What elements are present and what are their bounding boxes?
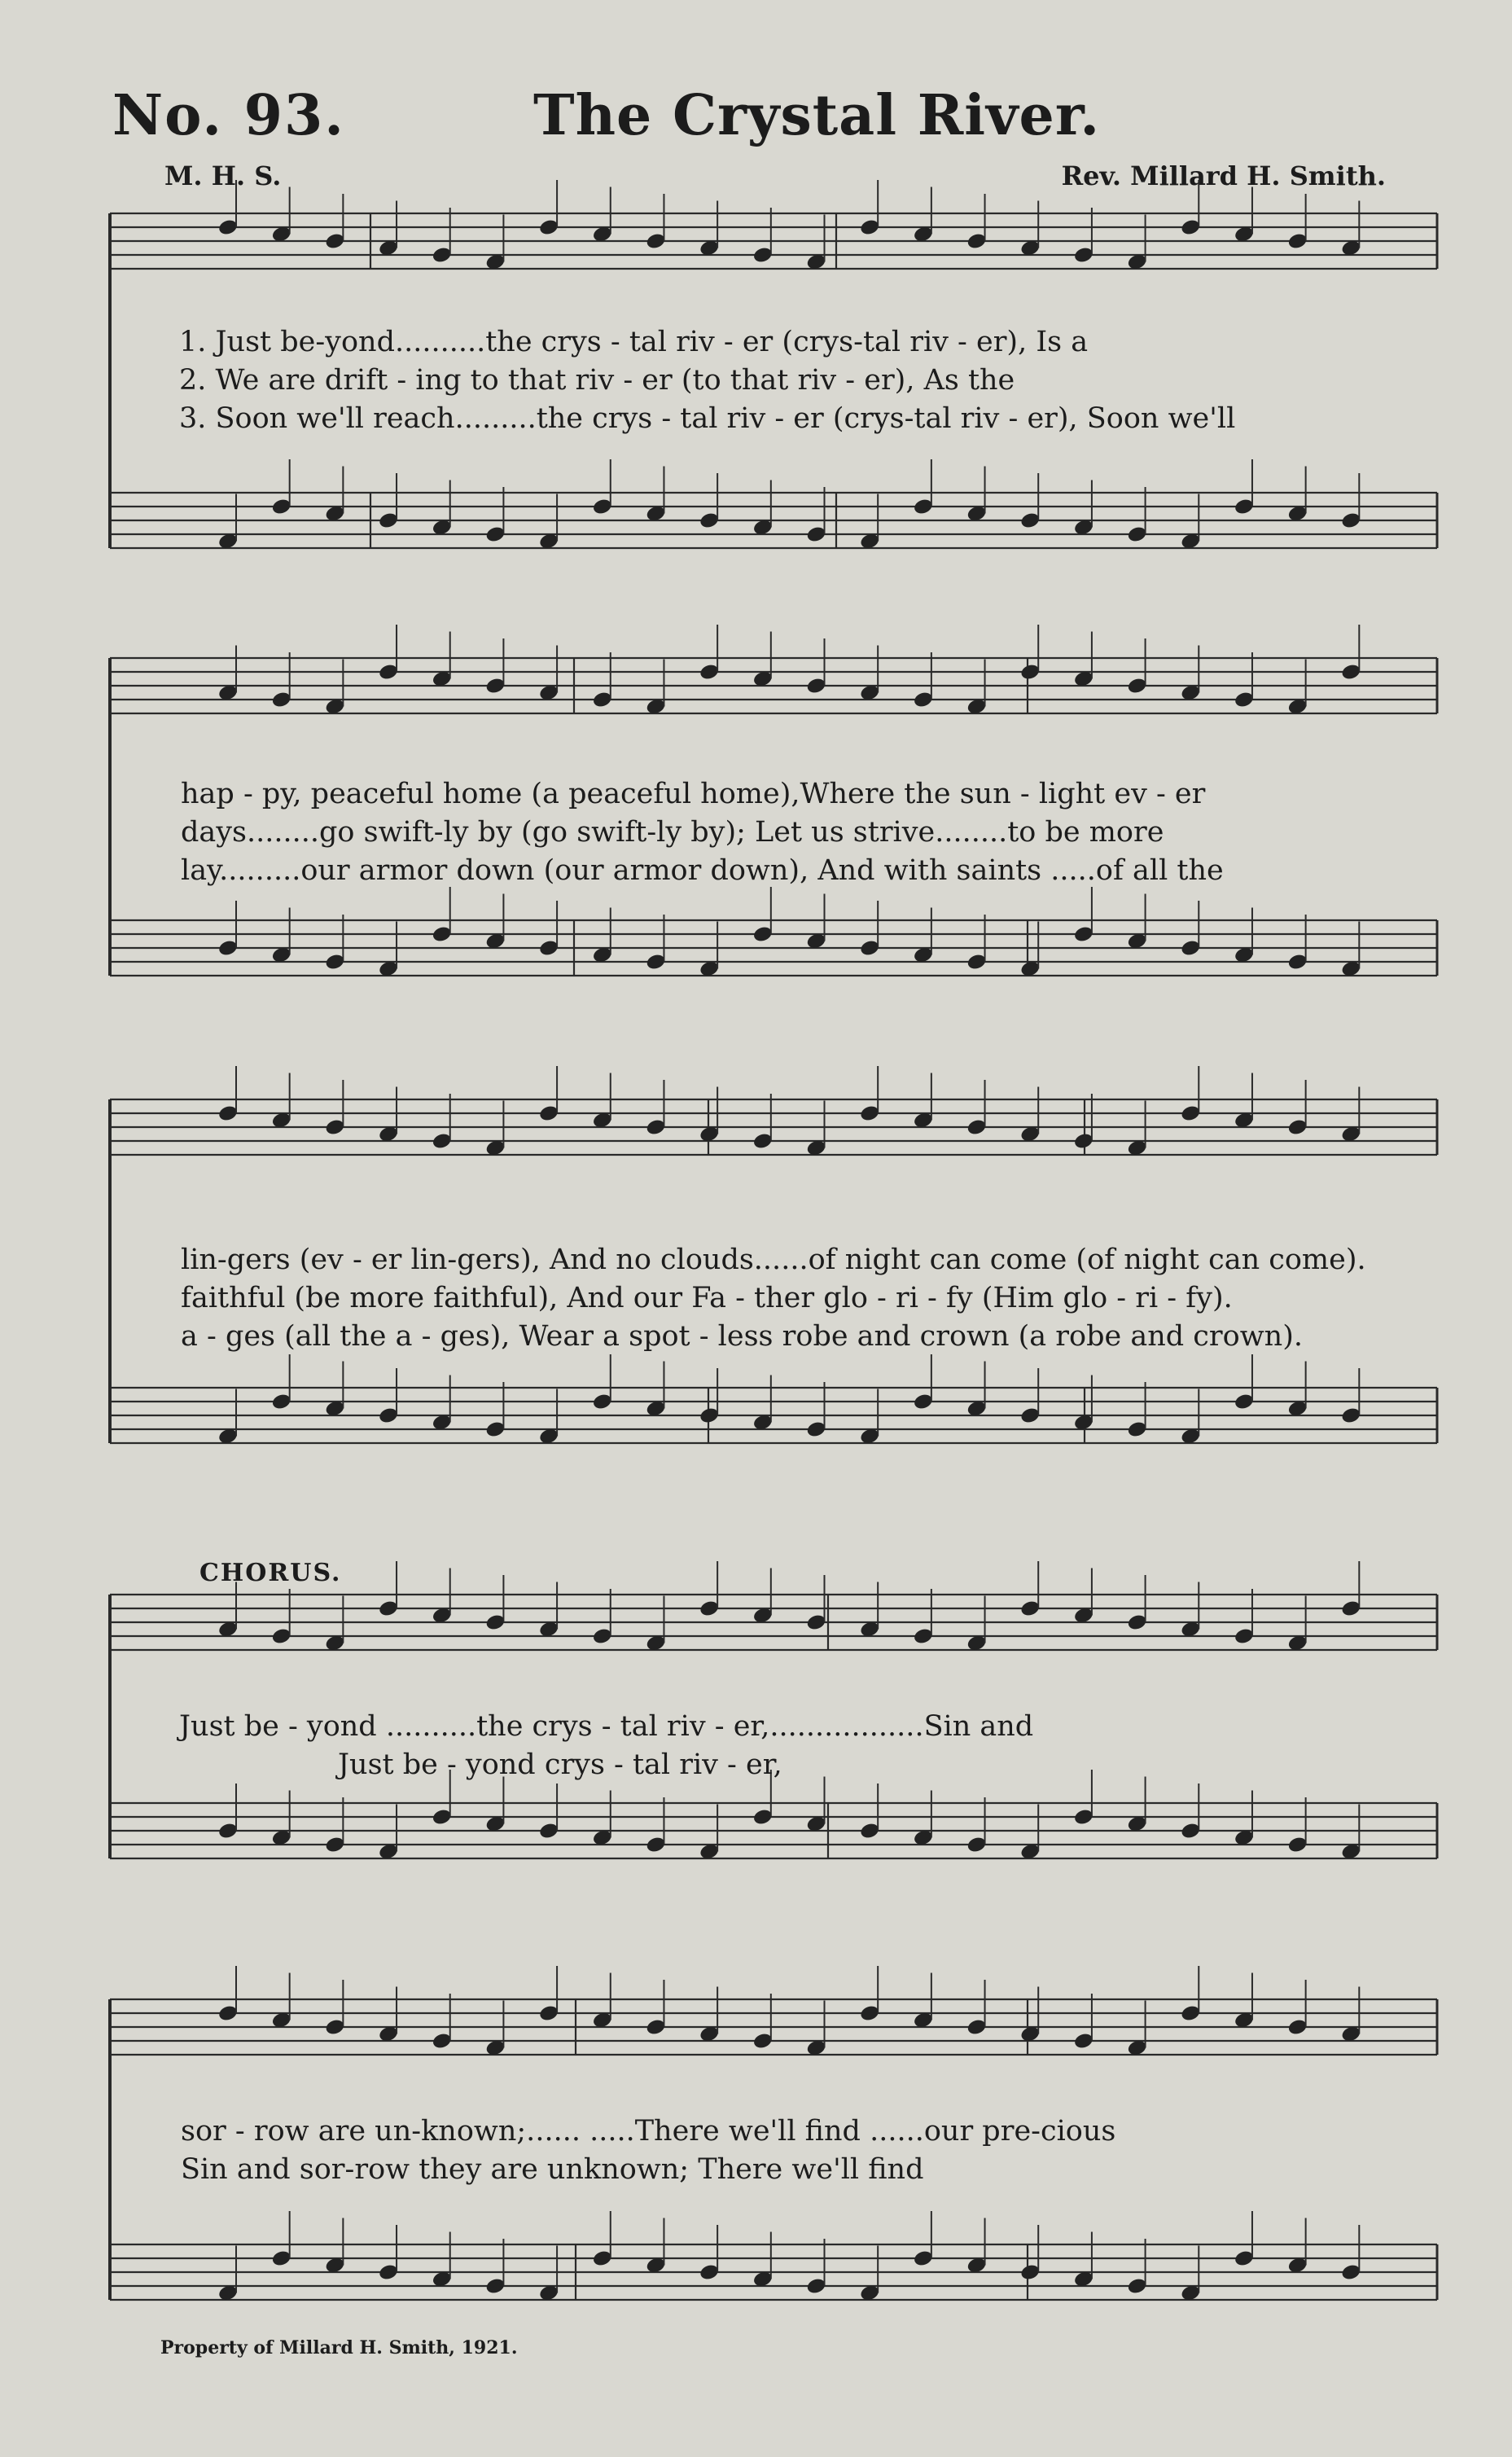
lyric-line-s3-v1: lin-gers (ev - er lin-gers), And no clouds......of night can come (of night can come). — [181, 1244, 1366, 1276]
lyric-line-s1-v2: 2. We are drift - ing to that riv - er (to that riv - er), As the — [179, 364, 1015, 397]
lyric-line-s3-v2: faithful (be more faithful), And our Fa - ther glo - ri - fy (Him glo - ri - fy). — [181, 1282, 1233, 1314]
lyric-line-s2-v3: lay.........our armor down (our armor down), And with saints .....of all the — [181, 854, 1224, 887]
lyric-line-s5-a: sor - row are un-known;...... .....There we'll find ......our pre-cious — [181, 2115, 1116, 2148]
lyric-line-s4-a: Just be - yond ..........the crys - tal riv - er,.................Sin and — [179, 1710, 1034, 1743]
lyric-line-s2-v2: days........go swift-ly by (go swift-ly by); Let us strive........to be more — [181, 816, 1164, 849]
lyric-line-s3-v3: a - ges (all the a - ges), Wear a spot - less robe and crown (a robe and crown). — [181, 1320, 1303, 1353]
lyric-line-s1-v1: 1. Just be-yond..........the crys - tal riv - er (crys-tal riv - er), Is a — [179, 326, 1089, 358]
lyric-line-s5-b: Sin and sor-row they are unknown; There we'll find — [181, 2153, 924, 2186]
lyric-line-s1-v3: 3. Soon we'll reach.........the crys - tal riv - er (crys-tal riv - er), Soon we'll — [179, 402, 1236, 435]
chorus-label: CHORUS. — [199, 1559, 342, 1587]
note-heads — [217, 180, 1361, 2302]
hymn-number: No. 93. — [112, 83, 345, 148]
copyright-footer: Property of Millard H. Smith, 1921. — [160, 2337, 518, 2358]
hymn-title: The Crystal River. — [533, 83, 1101, 148]
lyric-line-s2-v1: hap - py, peaceful home (a peaceful home),Where the sun - light ev - er — [181, 778, 1206, 810]
composer-credit: M. H. S. — [164, 160, 282, 191]
lyric-line-s4-b: Just be - yond crys - tal riv - er, — [338, 1748, 782, 1781]
author-credit: Rev. Millard H. Smith. — [1061, 160, 1386, 191]
